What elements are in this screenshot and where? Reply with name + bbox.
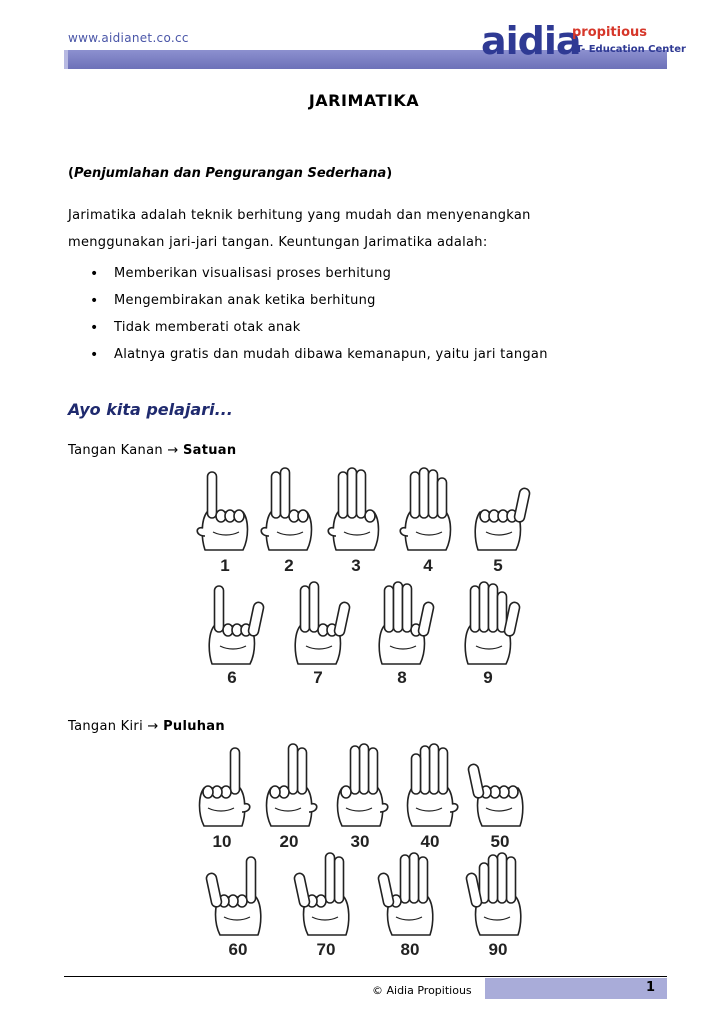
bullet-icon: • (90, 266, 99, 282)
hand-number-label: 7 (313, 668, 323, 687)
hand-number-label: 20 (279, 832, 299, 851)
hand-number-label: 30 (350, 832, 370, 851)
left-hand-bold: Puluhan (163, 719, 225, 734)
arrow-icon: → (147, 719, 159, 734)
right-hand-figure (465, 582, 520, 664)
header-url[interactable]: www.aidianet.co.cc (68, 31, 189, 45)
left-hand-figure (294, 853, 349, 935)
footer-copyright: © Aidia Propitious (372, 984, 472, 997)
hand-number-label: 8 (397, 668, 407, 687)
right-hand-figure (400, 468, 450, 550)
right-hand-figure (197, 472, 247, 550)
hand-number-label: 50 (490, 832, 510, 851)
left-hand-figure (206, 857, 261, 935)
arrow-icon: → (167, 443, 179, 458)
hand-number-label: 10 (212, 832, 232, 851)
bullet-icon: • (90, 293, 99, 309)
right-hand-figure (379, 582, 434, 664)
list-item-text: Tidak memberati otak anak (114, 320, 301, 335)
right-hand-figure (295, 582, 350, 664)
right-hand-figure (328, 468, 378, 550)
right-hand-figure (475, 487, 530, 550)
left-hand-prefix: Tangan Kiri (68, 719, 143, 734)
hand-number-label: 9 (483, 668, 493, 687)
intro-line-2: menggunakan jari-jari tangan. Keuntungan Jarimatika adalah: (68, 235, 488, 250)
right-hand-figure (261, 468, 311, 550)
bullet-icon: • (90, 320, 99, 336)
hand-number-label: 60 (228, 940, 248, 959)
list-item-text: Alatnya gratis dan mudah dibawa kemanapun, yaitu jari tangan (114, 347, 548, 362)
footer-page-box (485, 978, 667, 999)
hand-number-label: 90 (488, 940, 508, 959)
hand-number-label: 6 (227, 668, 237, 687)
intro-line-1: Jarimatika adalah teknik berhitung yang mudah dan menyenangkan (68, 208, 531, 223)
right-hand-bold: Satuan (182, 443, 237, 458)
bullet-icon: • (90, 347, 99, 363)
hand-number-label: 70 (316, 940, 336, 959)
right-hand-figure (209, 586, 264, 664)
left-hand-figure (468, 763, 523, 826)
right-hand-prefix: Tangan Kanan (68, 443, 163, 458)
hand-number-label: 5 (493, 556, 503, 575)
logo-propitious: propitious (572, 25, 648, 40)
hand-number-label: 2 (284, 556, 294, 575)
hand-number-label: 3 (351, 556, 361, 575)
hand-number-label: 40 (420, 832, 440, 851)
hand-number-label: 4 (423, 556, 433, 575)
hand-number-label: 1 (220, 556, 230, 575)
logo-wordmark: aidia (481, 19, 581, 63)
left-hand-figure (200, 748, 250, 826)
page-title: JARIMATIKA (308, 91, 420, 110)
left-hand-figure (378, 853, 433, 935)
left-hand-figure (267, 744, 317, 826)
list-item-text: Mengembirakan anak ketika berhitung (114, 293, 376, 308)
left-hand-figure (408, 744, 458, 826)
left-hand-figure (338, 744, 388, 826)
logo-tagline: IT- Education Center (572, 44, 686, 55)
list-item-text: Memberikan visualisasi proses berhitung (114, 266, 392, 281)
section-title: Ayo kita pelajari... (68, 400, 233, 419)
subtitle-open: ( (68, 166, 74, 181)
subtitle-close: ) (386, 166, 393, 181)
page-number: 1 (645, 980, 655, 995)
footer-divider (64, 976, 667, 977)
left-hand-figure (466, 853, 521, 935)
subtitle-text: Penjumlahan dan Pengurangan Sederhana (73, 166, 387, 181)
hand-number-label: 80 (400, 940, 420, 959)
